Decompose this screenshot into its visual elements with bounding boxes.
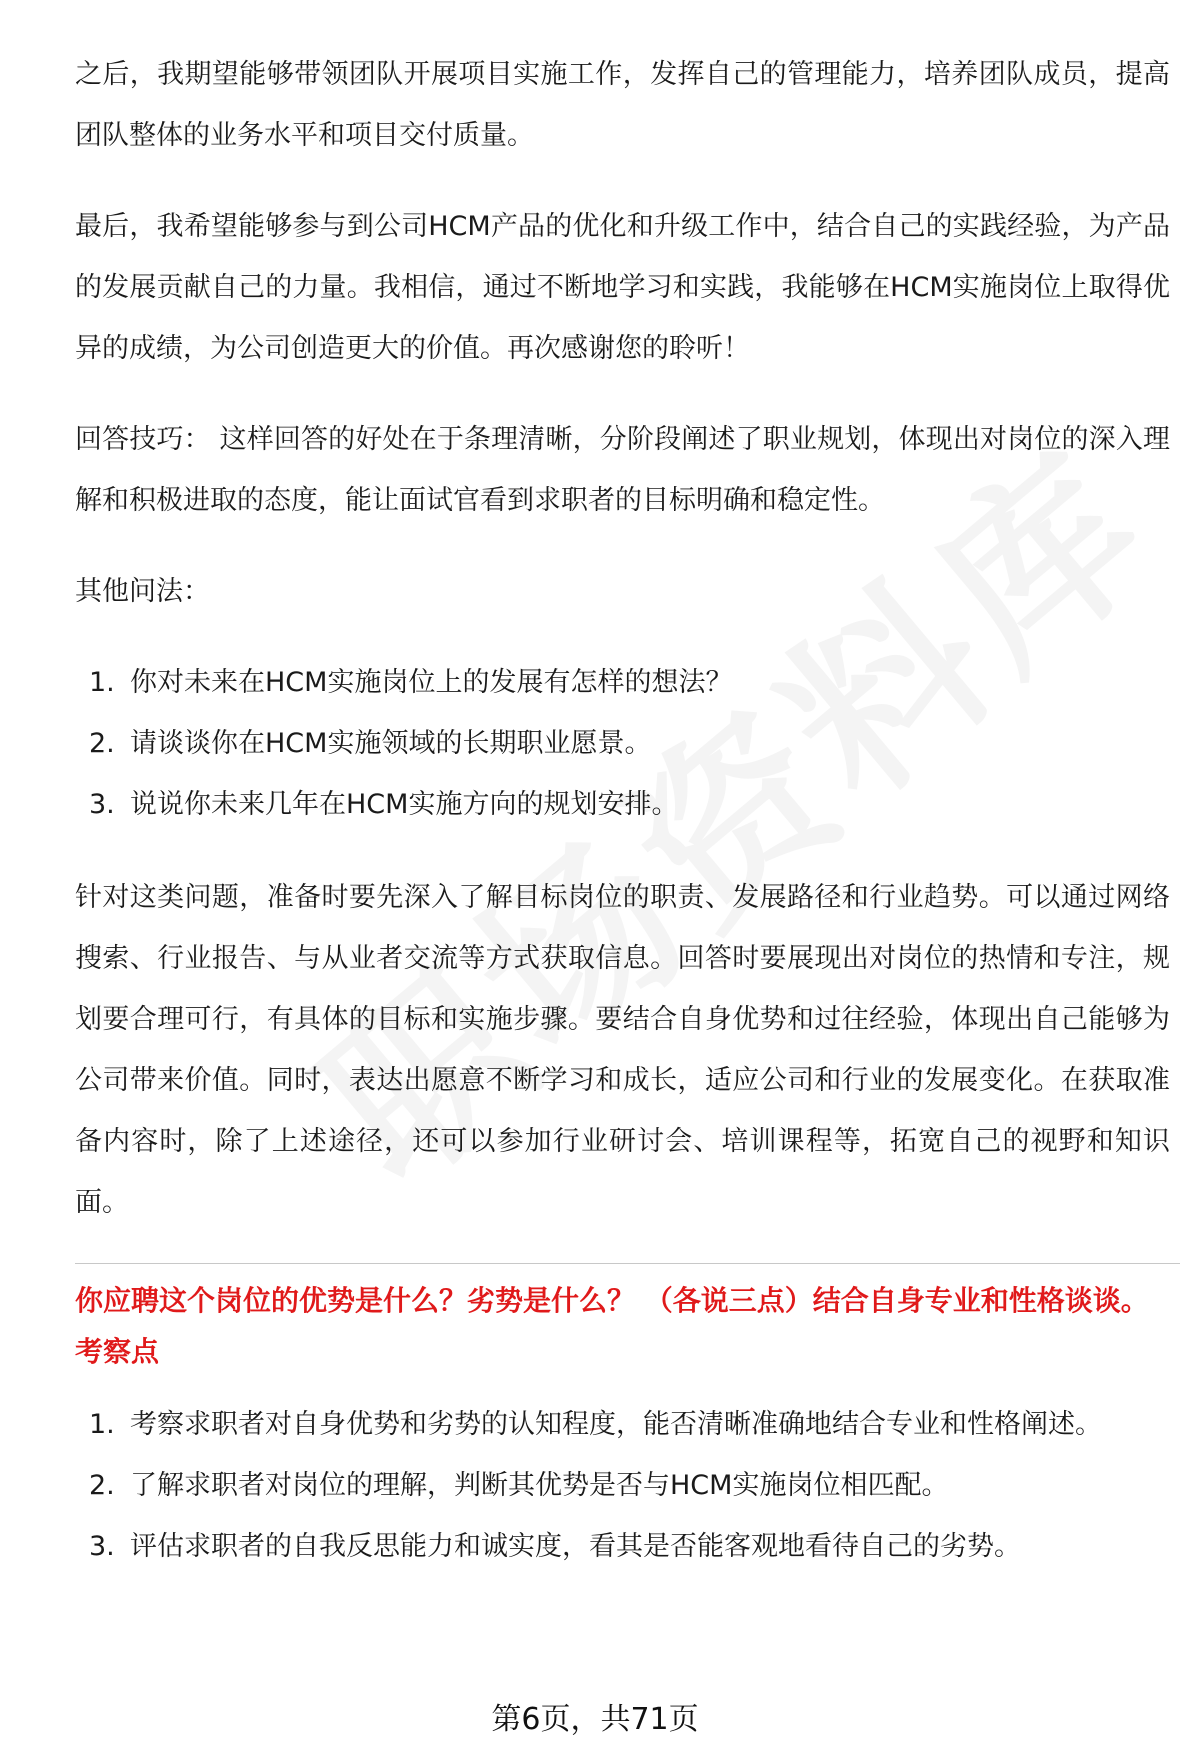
list-number: 3. [89, 1531, 115, 1562]
list-text: 请谈谈你在HCM实施领域的长期职业愿景。 [130, 728, 652, 759]
question-title: 你应聘这个岗位的优势是什么？劣势是什么？ （各说三点）结合自身专业和性格谈谈。 [75, 1284, 1149, 1317]
paragraph-management: 之后，我期望能够带领团队开展项目实施工作，发挥自己的管理能力，培养团队成员，提高团队整体的业务水平和项目交付质量。 [75, 59, 1170, 151]
list-number: 1. [89, 1409, 115, 1440]
list-text: 说说你未来几年在HCM实施方向的规划安排。 [130, 789, 679, 820]
list-number: 1. [89, 667, 115, 698]
paragraph-product: 最后，我希望能够参与到公司HCM产品的优化和升级工作中，结合自己的实践经验，为产品的发展贡献自己的力量。我相信，通过不断地学习和实践，我能够在HCM实施岗位上取得优异的成绩，为公司创造更大的价值。再次感谢您的聆听！ [75, 211, 1170, 364]
list-item [75, 774, 1170, 835]
list-item [75, 1455, 1170, 1516]
list-text: 考察求职者对自身优势和劣势的认知程度，能否清晰准确地结合专业和性格阐述。 [130, 1409, 1102, 1440]
exam-points-list [75, 1394, 1170, 1577]
section-divider [75, 1263, 1180, 1264]
list-item [75, 713, 1170, 774]
page-footer: 第6页，共71页 [491, 1702, 699, 1737]
list-item [75, 1516, 1170, 1577]
list-item [75, 652, 1170, 713]
paragraph-answer-tips: 回答技巧： 这样回答的好处在于条理清晰，分阶段阐述了职业规划，体现出对岗位的深入理解和积极进取的态度，能让面试官看到求职者的目标明确和稳定性。 [75, 424, 1170, 516]
other-questions-label: 其他问法： [75, 576, 210, 607]
list-number: 2. [89, 728, 115, 759]
paragraph-advice: 针对这类问题，准备时要先深入了解目标岗位的职责、发展路径和行业趋势。可以通过网络搜索、行业报告、与从业者交流等方式获取信息。回答时要展现出对岗位的热情和专注，规划要合理可行，有具体的目标和实施步骤。要结合自身优势和过往经验，体现出自己能够为公司带来价值。同时，表达出愿意不断学习和成长，适应公司和行业的发展变化。在获取准备内容时，除了上述途径，还可以参加行业研讨会、培训课程等，拓宽自己的视野和知识面。 [75, 882, 1170, 1218]
list-number: 2. [89, 1470, 115, 1501]
list-text: 你对未来在HCM实施岗位上的发展有怎样的想法？ [130, 667, 733, 698]
page-content [75, 44, 1170, 1609]
list-text: 了解求职者对岗位的理解，判断其优势是否与HCM实施岗位相匹配。 [130, 1470, 949, 1501]
list-number: 3. [89, 789, 115, 820]
exam-points-label: 考察点 [75, 1335, 160, 1368]
other-questions-list [75, 652, 1170, 835]
list-item [75, 1394, 1170, 1455]
list-text: 评估求职者的自我反思能力和诚实度，看其是否能客观地看待自己的劣势。 [130, 1531, 1021, 1562]
